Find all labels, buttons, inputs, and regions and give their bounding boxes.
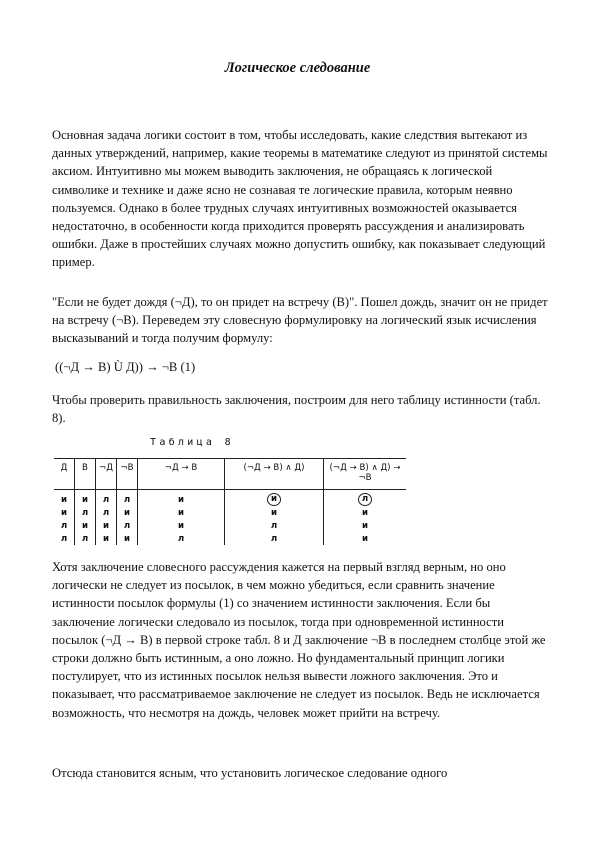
table-cell: и xyxy=(60,507,68,518)
table-cell: л xyxy=(96,490,117,507)
table-cell: и xyxy=(117,532,138,545)
table-cell: и xyxy=(60,494,68,505)
page-title: Логическое следование xyxy=(224,60,371,76)
table-cell: л xyxy=(225,519,324,532)
table-header-cell: (¬Д → В) ∧ Д) xyxy=(225,459,324,490)
table-caption: Таблица 8 xyxy=(150,437,234,448)
table-header-cell: ¬В xyxy=(117,459,138,490)
table-cell: и xyxy=(138,519,225,532)
table-cell: и xyxy=(96,519,117,532)
table-cell: л xyxy=(225,532,324,545)
table-cell: и xyxy=(75,519,96,532)
table-cell: и xyxy=(324,506,407,519)
table-cell: и xyxy=(96,532,117,545)
table-cell: и xyxy=(324,532,407,545)
table-header-cell: (¬Д → В) ∧ Д) → ¬В xyxy=(324,459,407,490)
table-cell xyxy=(324,490,407,507)
formula-line: ((¬Д → В) Ù Д)) → ¬В (1) xyxy=(55,360,196,374)
table-row xyxy=(54,490,406,507)
table-row xyxy=(54,506,406,519)
table-cell xyxy=(225,490,324,507)
table-header-cell: Д xyxy=(60,463,68,473)
paragraph-analysis: Хотя заключение словесного рассуждения кажется на первый взгляд верным, но оно логически не следует из посылок, в чем можно убедиться, если сравнить значение истинности посылок формулы (1) со значением истинности заключения. Если бы заключение логически следовало из посылок, тогда при одновременной истинности посылок (¬Д → В) в первой строке табл. 8 и Д заключение ¬В в последнем столбце этой же строки должно быть истинным, а оно ложно. Но фундаментальный принцип логики постулирует, что из истинных посылок нельзя вывести ложного заключения. Это и показывает, что рассматриваемое заключение не следует из посылок. Ведь не исключается возможность, что несмотря на дождь, человек может прийти на встречу. xyxy=(52,560,546,720)
table-header-cell: ¬Д xyxy=(96,459,117,490)
table-cell: и xyxy=(138,490,225,507)
table-cell: л xyxy=(60,533,68,544)
truth-table xyxy=(54,458,406,545)
paragraph-intro: Основная задача логики состоит в том, чтобы исследовать, какие следствия вытекают из данных утверждений, например, какие теоремы в математике следуют из принятой системы аксиом. Интуитивно мы можем выводить заключения, не обращаясь к логической символике и технике и даже ясно не сознавая те логические правила, которым неявно пользуемся. Однако в более трудных случаях интуитивных возможностей оказывается недостаточно, в особенности когда приходится проверять рассуждения и анализировать ошибки. Даже в простейших случаях можно допустить ошибку, как показывает следующий пример. xyxy=(52,128,548,270)
table-cell: л xyxy=(138,532,225,545)
table-cell: л xyxy=(96,506,117,519)
table-cell: и xyxy=(225,506,324,519)
circled-cell-value: и xyxy=(267,493,281,506)
table-row xyxy=(54,519,406,532)
table-header-row xyxy=(54,459,406,490)
table-cell: л xyxy=(60,520,68,531)
table-cell: л xyxy=(117,490,138,507)
table-cell: и xyxy=(117,506,138,519)
table-row xyxy=(54,532,406,545)
table-cell: и xyxy=(324,519,407,532)
circled-cell-value: л xyxy=(358,493,372,506)
table-cell: и xyxy=(75,490,96,507)
paragraph-example: "Если не будет дождя (¬Д), то он придет на встречу (В)". Пошел дождь, значит он не придет на встречу (¬В). Переведем эту словесную формулировку на логический язык исчисления высказываний и тогда получим формулу: xyxy=(52,295,548,346)
table-cell: л xyxy=(75,532,96,545)
table-header-cell: В xyxy=(75,459,96,490)
table-cell: и xyxy=(138,506,225,519)
paragraph-conclusion: Отсюда становится ясным, что установить логическое следование одного xyxy=(52,766,448,780)
table-cell: л xyxy=(117,519,138,532)
table-cell: л xyxy=(75,506,96,519)
table-header-cell: ¬Д → В xyxy=(138,459,225,490)
paragraph-table-intro: Чтобы проверить правильность заключения, построим для него таблицу истинности (табл. 8). xyxy=(52,393,541,426)
